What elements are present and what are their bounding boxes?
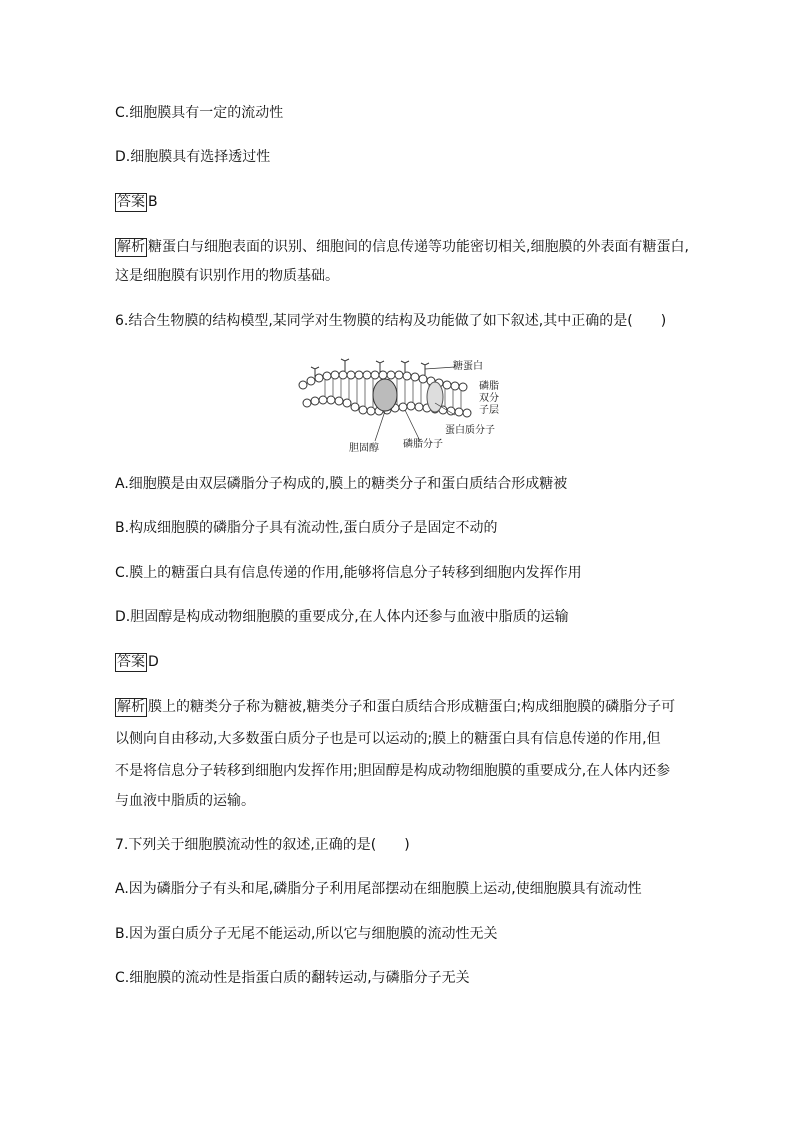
label-glycoprotein: 糖蛋白 <box>453 361 483 372</box>
question-6-option-b: B.构成细胞膜的磷脂分子具有流动性,蛋白质分子是固定不动的 <box>115 520 498 536</box>
question-7-stem: 7.下列关于细胞膜流动性的叙述,正确的是( ) <box>115 837 410 853</box>
membrane-figure <box>285 355 505 455</box>
question-6-option-c: C.膜上的糖蛋白具有信息传递的作用,能够将信息分子转移到细胞内发挥作用 <box>115 565 582 581</box>
label-bilayer-3: 子层 <box>479 405 499 416</box>
label-bilayer-1: 磷脂 <box>479 381 499 392</box>
analysis-6-line-2: 以侧向自由移动,大多数蛋白质分子也是可以运动的;膜上的糖蛋白具有信息传递的作用,但 <box>115 731 661 747</box>
question-7-option-a: A.因为磷脂分子有头和尾,磷脂分子利用尾部摆动在细胞膜上运动,使细胞膜具有流动性 <box>115 881 642 897</box>
analysis-5-line-2: 这是细胞膜有识别作用的物质基础。 <box>115 268 339 284</box>
analysis-6-line-4: 与血液中脂质的运输。 <box>115 793 255 809</box>
question-7-option-b: B.因为蛋白质分子无尾不能运动,所以它与细胞膜的流动性无关 <box>115 926 498 942</box>
question-6-option-a: A.细胞膜是由双层磷脂分子构成的,膜上的糖类分子和蛋白质结合形成糖被 <box>115 476 568 492</box>
option-c-prev: C.细胞膜具有一定的流动性 <box>115 105 284 121</box>
analysis-tag: 解析 <box>117 239 145 255</box>
analysis-6-line-3: 不是将信息分子转移到细胞内发挥作用;胆固醇是构成动物细胞膜的重要成分,在人体内还参 <box>115 763 671 779</box>
answer-5 <box>115 192 158 212</box>
label-cholesterol: 胆固醇 <box>349 443 379 454</box>
analysis-6-line-1 <box>115 697 675 717</box>
analysis-5-line-1 <box>115 237 689 257</box>
option-d-prev: D.细胞膜具有选择透过性 <box>115 149 271 165</box>
answer-value: B <box>148 194 158 210</box>
protein-shape-2 <box>427 382 443 412</box>
label-phospholipid: 磷脂分子 <box>403 439 443 450</box>
analysis-tag: 解析 <box>117 699 145 715</box>
analysis-text: 糖蛋白与细胞表面的识别、细胞间的信息传递等功能密切相关,细胞膜的外表面有糖蛋白, <box>148 239 689 255</box>
answer-6 <box>115 652 159 672</box>
question-6-option-d: D.胆固醇是构成动物细胞膜的重要成分,在人体内还参与血液中脂质的运输 <box>115 609 569 625</box>
answer-value: D <box>148 654 159 670</box>
answer-tag: 答案 <box>117 194 145 210</box>
label-bilayer-2: 双分 <box>479 393 499 404</box>
label-protein: 蛋白质分子 <box>445 425 495 436</box>
question-7-option-c: C.细胞膜的流动性是指蛋白质的翻转运动,与磷脂分子无关 <box>115 970 470 986</box>
protein-shape <box>373 379 397 411</box>
question-6-stem: 6.结合生物膜的结构模型,某同学对生物膜的结构及功能做了如下叙述,其中正确的是( ) <box>115 313 667 329</box>
analysis-text: 膜上的糖类分子称为糖被,糖类分子和蛋白质结合形成糖蛋白;构成细胞膜的磷脂分子可 <box>148 699 676 715</box>
answer-tag: 答案 <box>117 654 145 670</box>
